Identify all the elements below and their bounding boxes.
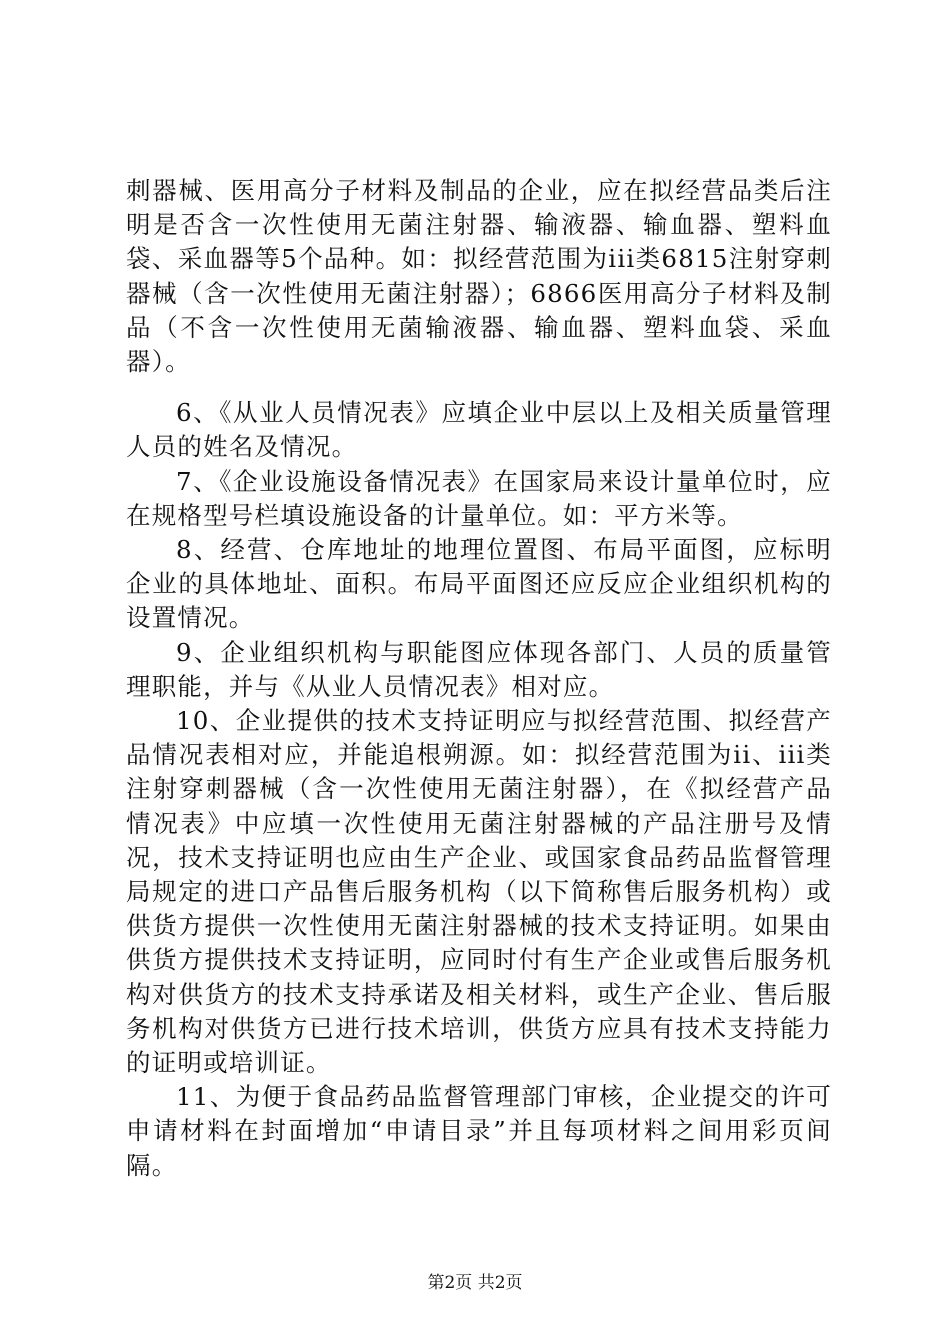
paragraph-gap <box>126 379 832 396</box>
paragraph-continuation: 刺器械、医用高分子材料及制品的企业，应在拟经营品类后注明是否含一次性使用无菌注射器、输液器、输血器、塑料血袋、采血器等5个品种。如：拟经营范围为iii类6815注射穿刺器械（含一次性使用无菌注射器）；6866医用高分子材料及制品（不含一次性使用无菌输液器、输血器、塑料血袋、采血器）。 <box>126 176 832 377</box>
document-body <box>126 174 832 1183</box>
paragraph-item-8: 8、经营、仓库地址的地理位置图、布局平面图，应标明企业的具体地址、面积。布局平面图还应反应企业组织机构的设置情况。 <box>126 535 832 633</box>
paragraph-item-6: 6、《从业人员情况表》应填企业中层以上及相关质量管理人员的姓名及情况。 <box>126 398 832 462</box>
paragraph-item-9: 9、企业组织机构与职能图应体现各部门、人员的质量管理职能，并与《从业人员情况表》相对应。 <box>126 637 832 701</box>
paragraph-item-7: 7、《企业设施设备情况表》在国家局来设计量单位时，应在规格型号栏填设施设备的计量单位。如：平方米等。 <box>126 466 832 530</box>
page-number-footer: 第2页 共2页 <box>427 1273 523 1293</box>
paragraph-item-10: 10、企业提供的技术支持证明应与拟经营范围、拟经营产品情况表相对应，并能追根朔源。如：拟经营范围为ii、iii类注射穿刺器械（含一次性使用无菌注射器），在《拟经营产品情况表》中应填一次性使用无菌注射器械的产品注册号及情况，技术支持证明也应由生产企业、或国家食品药品监督管理局规定的进口产品售后服务机构（以下简称售后服务机构）或供货方提供一次性使用无菌注射器械的技术支持证明。如果由供货方提供技术支持证明，应同时付有生产企业或售后服务机构对供货方的技术支持承诺及相关材料，或生产企业、售后服务机构对供货方已进行技术培训，供货方应具有技术支持能力的证明或培训证。 <box>126 706 832 1078</box>
paragraph-item-11: 11、为便于食品药品监督管理部门审核，企业提交的许可申请材料在封面增加“申请目录”并且每项材料之间用彩页间隔。 <box>126 1082 832 1180</box>
